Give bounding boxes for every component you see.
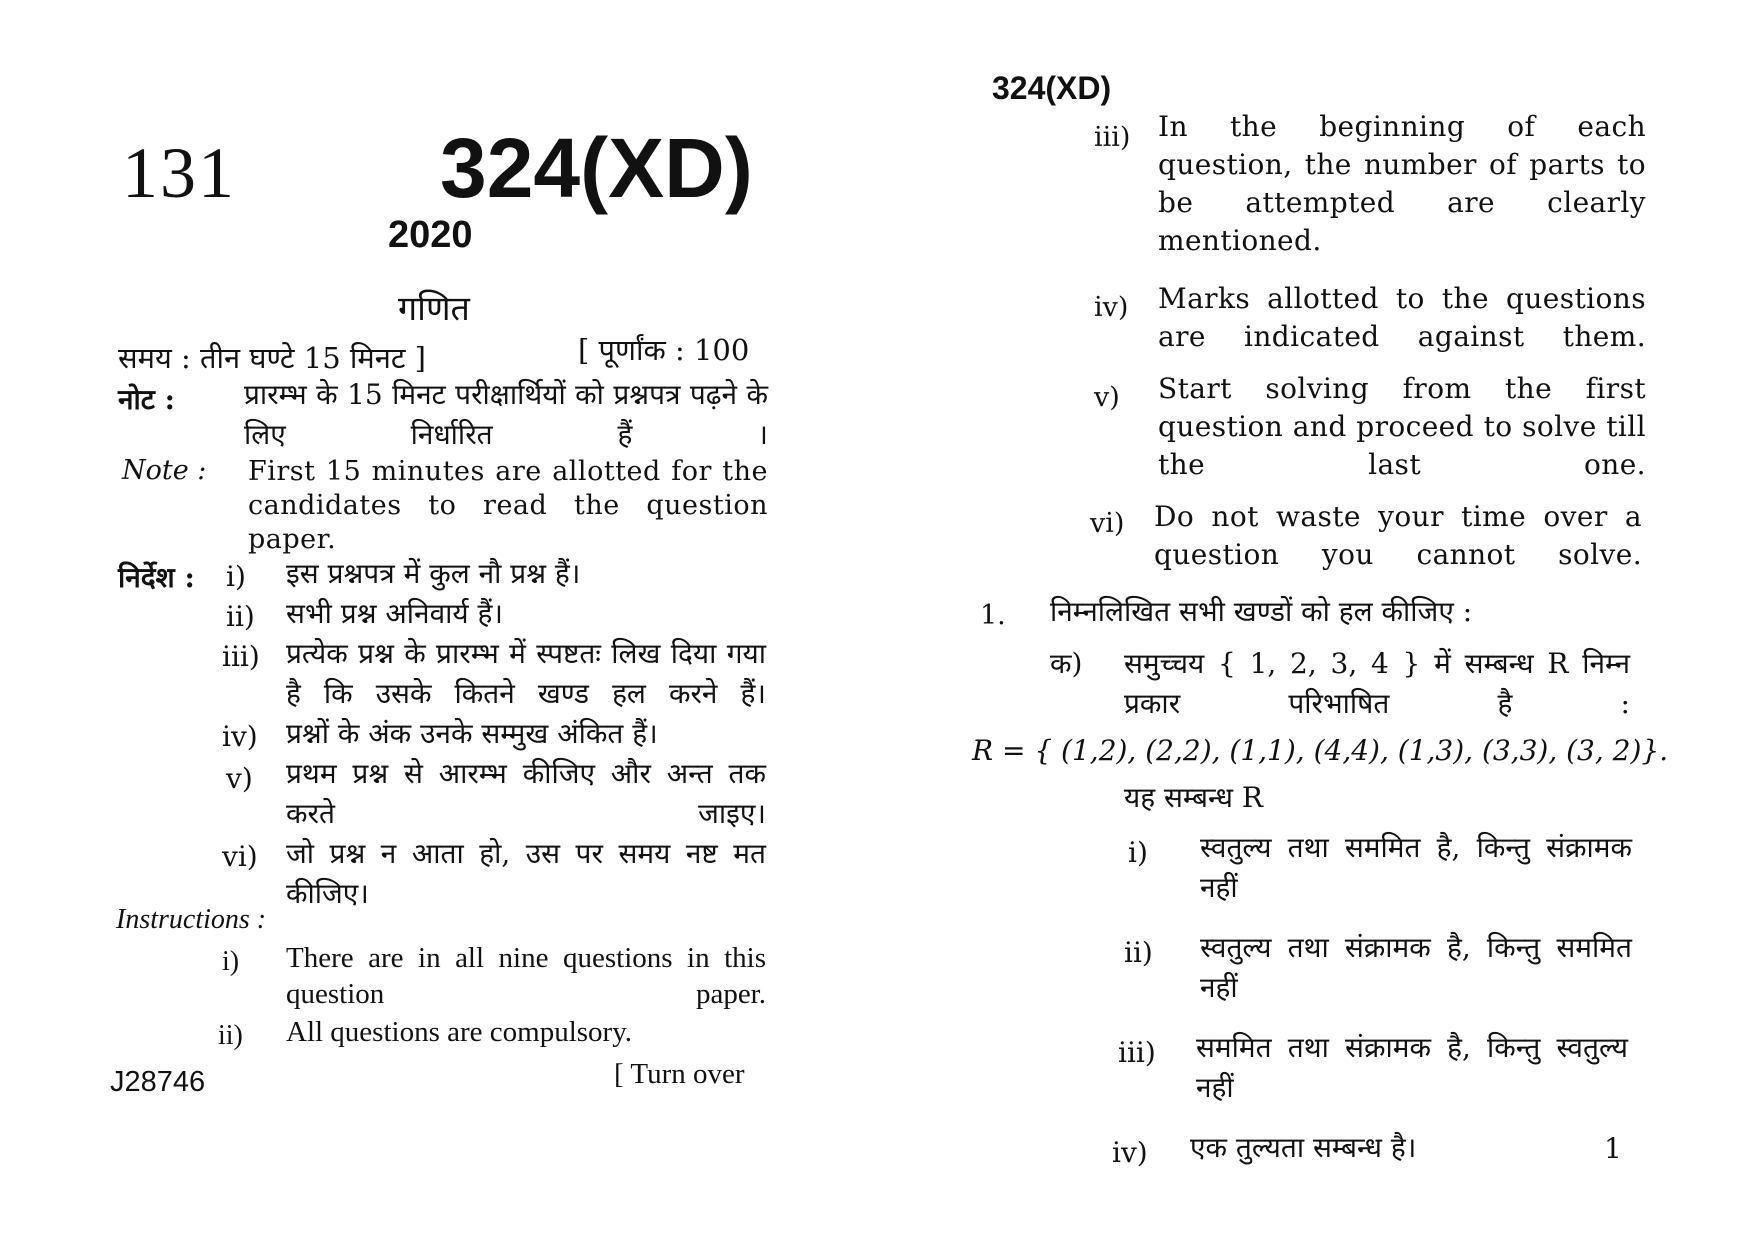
instruction-en-number: vi) <box>1090 508 1125 539</box>
option-number: iii) <box>1118 1036 1156 1069</box>
instruction-hi-text: इस प्रश्नपत्र में कुल नौ प्रश्न हैं। <box>286 557 581 590</box>
instruction-en-number: ii) <box>218 1020 243 1051</box>
relation-definition: R = { (1,2), (2,2), (1,1), (4,4), (1,3), (3,3), (3, 2)}. <box>972 734 1669 767</box>
instruction-hi-number: vi) <box>222 840 258 873</box>
time-allowed: समय : तीन घण्टे 15 मिनट ] <box>118 341 426 375</box>
instruction-en-number: iv) <box>1094 292 1129 323</box>
instruction-en-text: Start solving from the first question and proceed to solve till the last one. <box>1158 372 1646 481</box>
turn-over-note: [ Turn over <box>614 1058 745 1090</box>
document-code: J28746 <box>110 1066 206 1098</box>
instruction-en-text: In the beginning of each question, the number of parts to be attempted are clearly mentioned. <box>1158 110 1646 257</box>
instruction-en-text: Marks allotted to the questions are indicated against them. <box>1158 282 1646 353</box>
instruction-en-text: There are in all nine questions in this question paper. <box>286 942 766 1010</box>
note-hindi-label: नोट : <box>118 383 175 416</box>
option-text: स्वतुल्य तथा सममित है, किन्तु संक्रामक नहीं <box>1200 831 1632 904</box>
option-text: सममित तथा संक्रामक है, किन्तु स्वतुल्य नहीं <box>1196 1031 1628 1104</box>
paper-code: 324(XD) <box>440 121 753 215</box>
page-number: 131 <box>122 133 236 213</box>
instruction-hi-number: ii) <box>226 600 255 633</box>
instructions-english-label: Instructions : <box>116 904 267 935</box>
subject-title: गणित <box>398 289 470 329</box>
instruction-hi-number: iii) <box>222 640 260 673</box>
instruction-hi-text: जो प्रश्न न आता हो, उस पर समय नष्ट मत कीजिए। <box>286 837 766 910</box>
instruction-hi-number: iv) <box>222 720 258 753</box>
option-text: स्वतुल्य तथा संक्रामक है, किन्तु सममित नहीं <box>1200 931 1632 1004</box>
question-number: 1. <box>980 600 1006 631</box>
note-hindi-text: प्रारम्भ के 15 मिनट परीक्षार्थियों को प्रश्नपत्र पढ़ने के लिए निर्धारित हैं । <box>244 378 768 451</box>
sub-question-label: क) <box>1050 647 1083 680</box>
instruction-hi-number: i) <box>226 560 246 593</box>
option-text: एक तुल्यता सम्बन्ध है। <box>1190 1131 1417 1164</box>
instruction-hi-text: प्रथम प्रश्न से आरम्भ कीजिए और अन्त तक करते जाइए। <box>286 757 766 830</box>
instruction-en-text: Do not waste your time over a question you cannot solve. <box>1154 500 1642 571</box>
option-number: ii) <box>1124 936 1153 969</box>
question-marks: 1 <box>1604 1132 1622 1165</box>
note-english-label: Note : <box>122 455 207 486</box>
sub-question-text: समुच्चय { 1, 2, 3, 4 } में सम्बन्ध R निम्न प्रकार परिभाषित है : <box>1124 647 1630 720</box>
note-english-text: First 15 minutes are allotted for the candidates to read the question paper. <box>248 456 768 555</box>
instruction-hi-text: प्रत्येक प्रश्न के प्रारम्भ में स्पष्टतः लिख दिया गया है कि उसके कितने खण्ड हल करने हैं। <box>286 637 766 710</box>
instruction-hi-text: प्रश्नों के अंक उनके सम्मुख अंकित हैं। <box>286 717 658 750</box>
instruction-en-number: i) <box>222 946 240 977</box>
instruction-en-number: v) <box>1094 382 1120 413</box>
instruction-hi-text: सभी प्रश्न अनिवार्य हैं। <box>286 597 504 630</box>
instruction-en-text: All questions are compulsory. <box>286 1016 633 1048</box>
instruction-en-number: iii) <box>1094 122 1131 153</box>
max-marks: [ पूर्णांक : 100 <box>578 333 750 367</box>
question-text: निम्नलिखित सभी खण्डों को हल कीजिए : <box>1050 595 1473 628</box>
exam-year: 2020 <box>388 214 473 256</box>
instructions-hindi-label: निर्देश : <box>118 561 195 594</box>
running-header-code: 324(XD) <box>992 70 1112 106</box>
relation-intro: यह सम्बन्ध R <box>1124 781 1263 814</box>
instruction-hi-number: v) <box>226 762 253 795</box>
option-number: i) <box>1128 836 1148 869</box>
option-number: iv) <box>1112 1136 1148 1169</box>
